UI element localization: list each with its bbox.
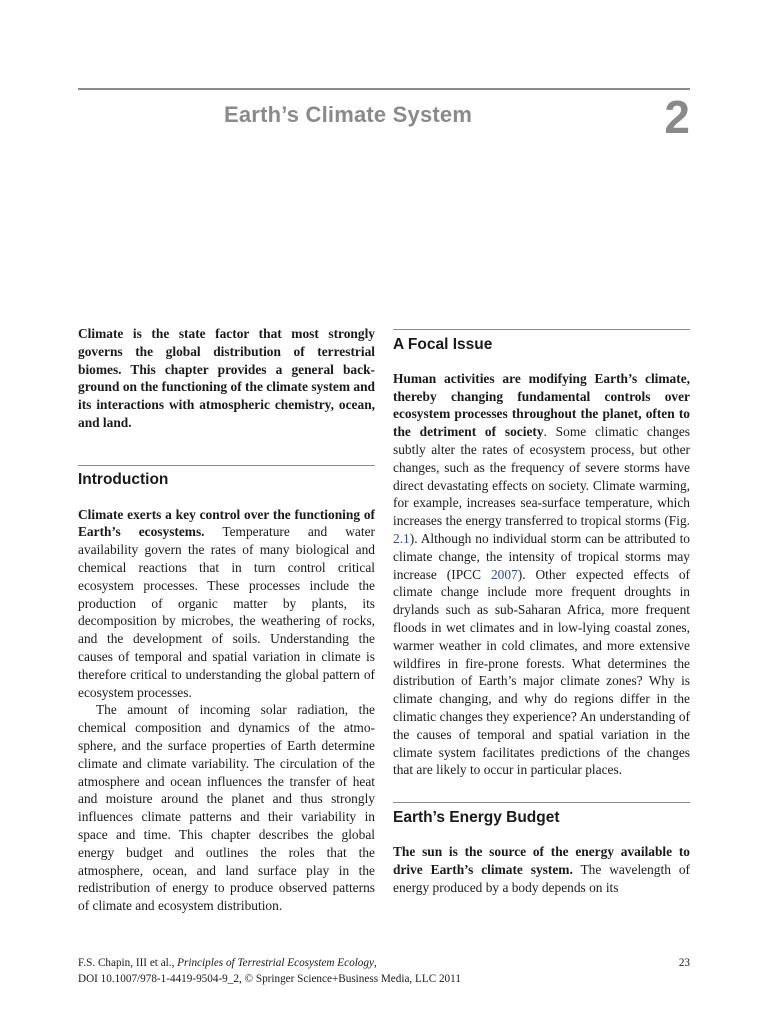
energy-budget-rule (393, 802, 690, 803)
citation-line (78, 956, 690, 972)
left-column (78, 325, 375, 915)
focal-issue-text: ). Other expected effects of climate change include more frequent droughts in drylands such as sub-Saharan Africa, more frequent floods in wet climates and in low-lying coastal zones, warmer weather in cold climates, and more extensive wildfires in fire-prone forests. What determines the distribution of Earth’s major climate zones? Why is climate changing, and why do regions differ in the climatic changes they experience? An understanding of the causes of temporal and spatial variation in the climate system facilitates predictions of the changes that are likely to occur in particular places. (393, 566, 690, 778)
energy-budget-heading: Earth’s Energy Budget (393, 809, 560, 827)
page-footer (78, 956, 690, 987)
focal-issue-paragraph (393, 370, 690, 779)
chapter-abstract: Climate is the state factor that most strongly governs the global distribution of terrestrial biomes. This chapter provides a general background on the functioning of the climate system and its interactions with atmospheric chemistry, ocean, and land. (78, 326, 375, 430)
introduction-paragraph-1-text: Temperature and water availability govern the rates of many biological and chemical reactions that in turn control critical ecosystem processes. These processes include the production of organic matter by plants, its decomposition by microbes, the weathering of rocks, and the development of soils. Understanding the causes of temporal and spatial variation in climate is therefore critical to understanding the global pattern of ecosystem processes. (78, 524, 375, 700)
footer-authors: F.S. Chapin, III et al., (78, 957, 178, 969)
introduction-heading: Introduction (78, 470, 169, 488)
energy-budget-text: The wavelength of energy produced by a body depends on its (393, 861, 690, 895)
introduction-paragraph-2: The amount of incoming solar radiation, the chemical composition and dynamics of the atmosphere, and the surface properties of Earth determine climate and climate variability. The circulation of the atmosphere and ocean influences the transfer of heat and moisture around the planet and thus strongly influences climate patterns and their variability in space and time. This chapter describes the global energy budget and outlines the roles that the atmosphere, ocean, and land surface play in the redistribution of energy to produce observed patterns of climate and ecosystem distribution. (78, 702, 375, 914)
energy-budget-lead-sentence: The sun is the source of the energy available to drive Earth’s climate system. (393, 843, 690, 877)
chapter-number: 2 (664, 91, 690, 143)
page-number: 23 (678, 957, 690, 969)
focal-issue-lead-sentence: Human activities are modifying Earth’s climate, thereby changing fundamental controls over ecosystem processes throughout the planet, often to the detriment of society (393, 370, 690, 440)
focal-issue-rule (393, 329, 690, 330)
energy-budget-paragraph (393, 843, 690, 896)
figure-2-1-link[interactable]: 2.1 (393, 530, 410, 546)
footer-book-title: Principles of Terrestrial Ecosystem Ecology (177, 957, 374, 969)
focal-issue-text: . Some climatic changes subtly alter the rates of ecosystem process, but other changes, such as the frequency of severe storms have direct devastating effects on society. Climate warming, for example, increases sea-surface temperature, which increases the energy transferred to tropical storms (Fig. (393, 424, 690, 529)
right-column (393, 329, 690, 896)
top-rule (78, 88, 690, 90)
chapter-title: Earth’s Climate System (224, 102, 473, 127)
introduction-lead-sentence: Climate exerts a key control over the functioning of Earth’s ecosystems. (78, 506, 375, 540)
footer-punctuation: , (373, 957, 377, 969)
focal-issue-heading: A Focal Issue (393, 336, 493, 353)
introduction-rule (78, 465, 375, 466)
ipcc-2007-citation-link[interactable]: 2007 (490, 566, 518, 582)
introduction-paragraph-1 (78, 506, 375, 702)
doi-line: DOI 10.1007/978-1-4419-9504-9_2, © Springer Science+Business Media, LLC 2011 (78, 972, 461, 985)
focal-issue-text: ). Although no individual storm can be attributed to climate change, the intensity of tropical storms may increase (IPCC (393, 530, 690, 582)
